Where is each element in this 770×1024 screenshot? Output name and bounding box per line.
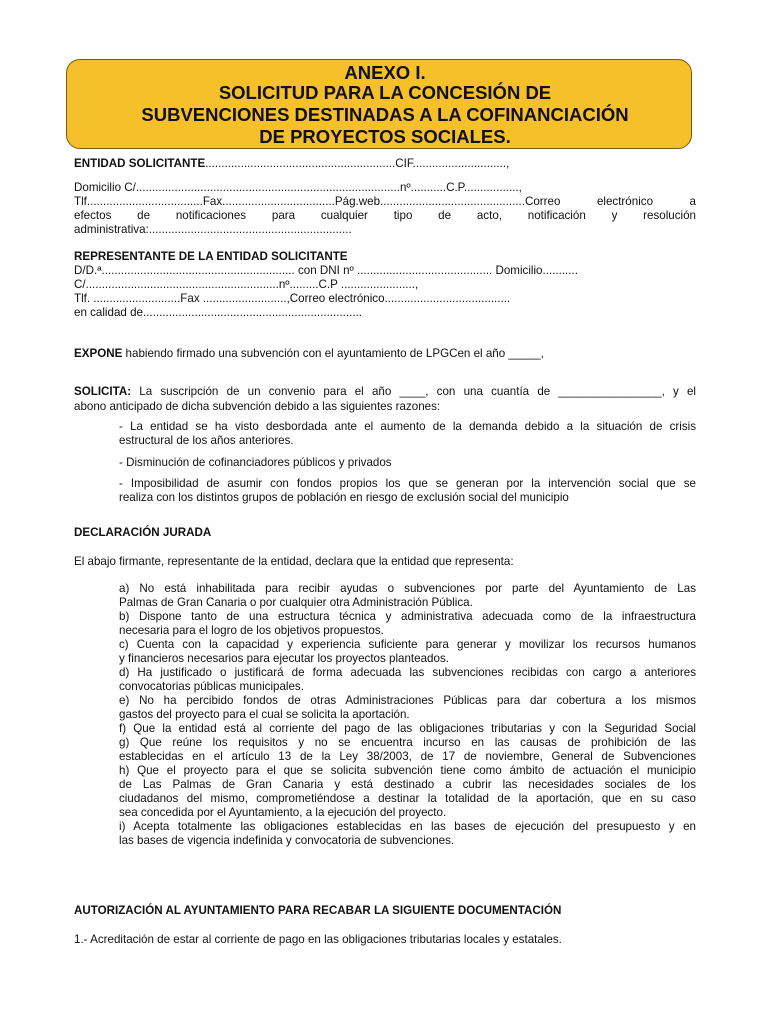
autorizacion-item-1: 1.- Acreditación de estar al corriente de pago en las obligaciones tributarias locales y estatales. (74, 933, 562, 946)
autorizacion-heading: AUTORIZACIÓN AL AYUNTAMIENTO PARA RECABAR LA SIGUIENTE DOCUMENTACIÓN (74, 904, 562, 917)
declaracion-line: establecidas en el artículo 13 de la Ley 38/2003, de 17 de noviembre, General de Subvenciones (119, 750, 696, 763)
annex-title: ANEXO I. (344, 62, 426, 83)
declaracion-line: gastos del proyecto para el cual se solicita la aportación. (119, 708, 410, 721)
entidad-line-1: ENTIDAD SOLICITANTE...........................................................CIF............................., (74, 157, 510, 170)
declaracion-heading: DECLARACIÓN JURADA (74, 526, 212, 539)
declaracion-line: b) Dispone tanto de una estructura técnica y administrativa adecuada como de la infraestructura (119, 610, 696, 623)
reason-1a: - La entidad se ha visto desbordada ante el aumento de la demanda debido a la situación de crisis (119, 420, 696, 433)
solicita-label: SOLICITA: (74, 385, 132, 398)
declaracion-line: g) Que reúne los requisitos y no se encuentra incurso en las causas de prohibición de las (119, 736, 696, 749)
declaracion-line: c) Cuenta con la capacidad y experiencia suficiente para generar y movilizar los recursos humanos (119, 638, 696, 651)
declaracion-line: ciudadanos del mismo, comprometiéndose a destinar la totalidad de la aportación, que en su caso (119, 792, 696, 805)
entidad-administrativa: administrativa:............................................................... (74, 223, 352, 236)
document-title-line-2: SUBVENCIONES DESTINADAS A LA COFINANCIACIÓN (141, 104, 629, 125)
reason-2: - Disminución de cofinanciadores públicos y privados (119, 456, 392, 469)
representante-heading: REPRESENTANTE DE LA ENTIDAD SOLICITANTE (74, 250, 348, 263)
solicita-paragraph: SOLICITA: La suscripción de un convenio para el año ____, con una cuantía de ________________, y el (74, 385, 696, 398)
declaracion-line: de Las Palmas de Gran Canaria y está destinado a cubrir las necesidades sociales de los (119, 778, 696, 791)
declaracion-line: e) No ha percibido fondos de otras Administraciones Públicas para dar cobertura a los mismos (119, 694, 696, 707)
entidad-notificaciones: efectos de notificaciones para cualquier tipo de acto, notificación y resolución (74, 209, 696, 222)
reason-3b: realiza con los distintos grupos de población en riesgo de exclusión social del municipio (119, 491, 569, 504)
expone-label: EXPONE (74, 347, 123, 360)
representante-line-4: en calidad de.................................................................... (74, 306, 363, 319)
entidad-heading: ENTIDAD SOLICITANTE (74, 157, 206, 170)
expone-paragraph: EXPONE habiendo firmado una subvención con el ayuntamiento de LPGCen el año _____, (74, 347, 544, 360)
declaracion-line: h) Que el proyecto para el que se solicita subvención tiene como ámbito de actuación el municipio (119, 764, 696, 777)
entidad-contacto: Tlf....................................Fax...................................Pág.web.............................................Correo electrónico a (74, 195, 696, 208)
declaracion-line: y financieros necesarios para ejecutar los proyectos planteados. (119, 652, 449, 665)
declaracion-line: las bases de vigencia indefinida y convocatoria de subvenciones. (119, 834, 455, 847)
declaracion-line: d) Ha justificado o justificará de forma adecuada las subvenciones recibidas con cargo a anteriores (119, 666, 696, 679)
representante-line-1: D/D.ª............................................................ con DNI nº .......................................... Domicilio........... (74, 264, 578, 277)
declaracion-line: sea concedida por el Ayuntamiento, a la ejecución del proyecto. (119, 806, 447, 819)
solicita-line-2: abono anticipado de dicha subvención debido a las siguientes razones: (74, 400, 441, 413)
reason-3a: - Imposibilidad de asumir con fondos propios los que se generan por la intervención social que se (119, 477, 696, 490)
declaracion-line: i) Acepta totalmente las obligaciones establecidas en las bases de ejecución del presupuesto y en (119, 820, 696, 833)
declaracion-line: necesaria para el logro de los objetivos propuestos. (119, 624, 384, 637)
declaracion-line: Palmas de Gran Canaria o por cualquier otra Administración Pública. (119, 596, 473, 609)
representante-line-3: Tlf. ...........................Fax ..........................,Correo electrónico....................................... (74, 292, 511, 305)
declaracion-line: f) Que la entidad está al corriente del pago de las obligaciones tributarias y con la Seguridad Social (119, 722, 696, 735)
representante-line-2: C/............................................................nº.........C.P ......................., (74, 278, 419, 291)
declaracion-line: convocatorias públicas municipales. (119, 680, 304, 693)
declaracion-intro: El abajo firmante, representante de la entidad, declara que la entidad que representa: (74, 555, 514, 568)
declaracion-line: a) No está inhabilitada para recibir ayudas o subvenciones por parte del Ayuntamiento de Las (119, 582, 696, 595)
entidad-domicilio: Domicilio C/..................................................................................nº...........C.P................., (74, 181, 522, 194)
reason-1b: estructural de los años anteriores. (119, 434, 294, 447)
document-title-line-1: SOLICITUD PARA LA CONCESIÓN DE (218, 82, 552, 103)
document-title-line-3: DE PROYECTOS SOCIALES. (259, 126, 511, 147)
